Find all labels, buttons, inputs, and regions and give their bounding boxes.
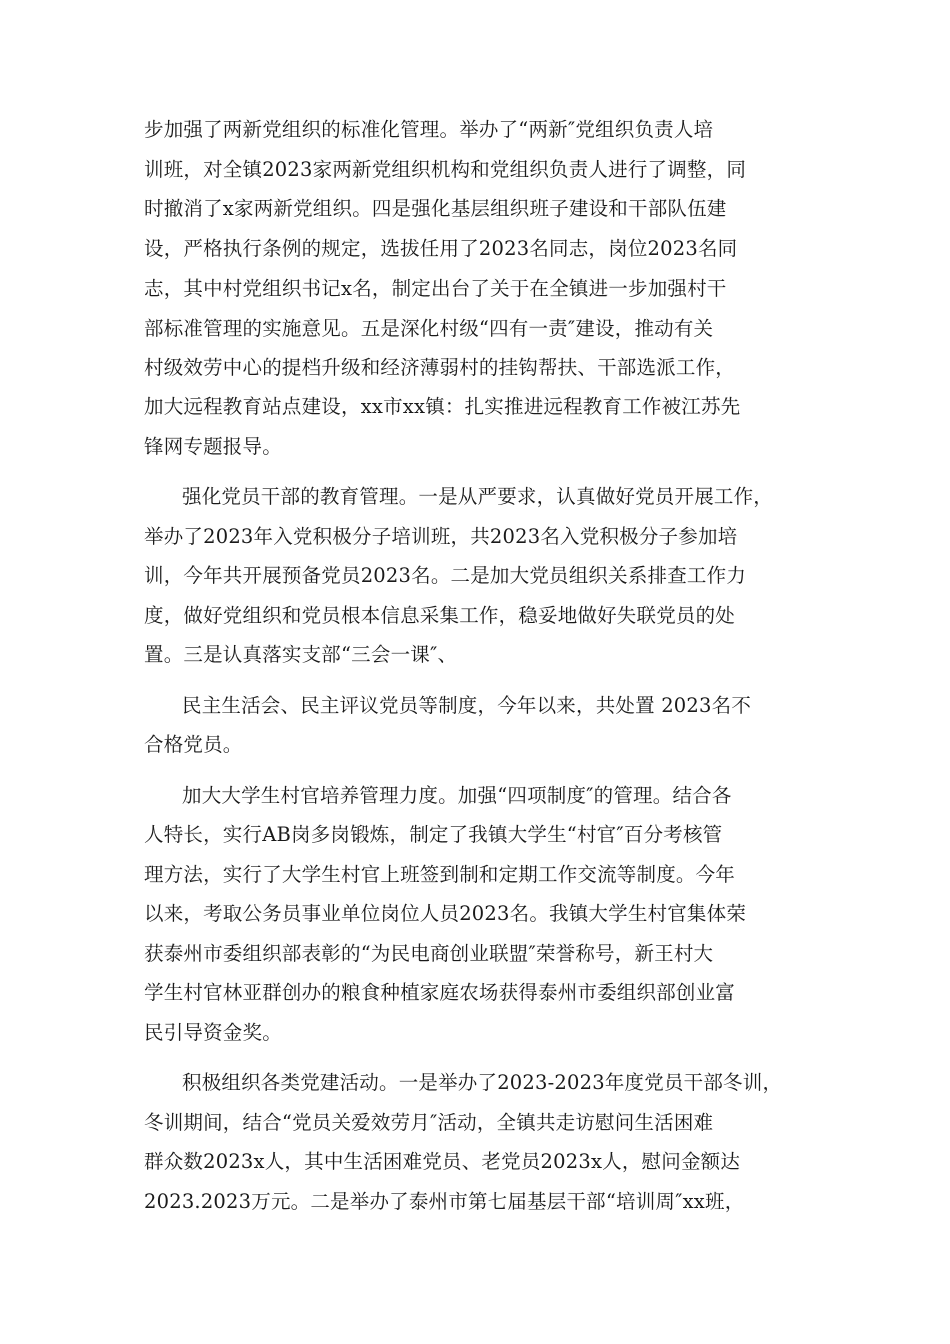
text-line: 2023.2023万元。二是举办了泰州市第七届基层干部“培训周″xx班，: [144, 1190, 745, 1213]
text-line: 训，今年共开展预备党员2023名。二是加大党员组织关系排查工作力: [144, 564, 747, 587]
text-line: 合格党员。: [144, 733, 243, 756]
text-line: 训班，对全镇2023家两新党组织机构和党组织负责人进行了调整，同: [144, 158, 747, 181]
text-line: 步加强了两新党组织的标准化管理。举办了“两新″党组织负责人培: [144, 118, 714, 141]
text-line: 村级效劳中心的提档升级和经济薄弱村的挂钩帮扶、干部选派工作，: [144, 356, 736, 379]
text-line: 设，严格执行条例的规定，选拔任用了2023名同志，岗位2023名同: [144, 237, 738, 260]
text-line: 理方法，实行了大学生村官上班签到制和定期工作交流等制度。今年: [144, 863, 736, 886]
text-line: 积极组织各类党建活动。一是举办了2023-2023年度党员干部冬训，: [182, 1071, 783, 1094]
text-line: 人特长，实行AB岗多岗锻炼，制定了我镇大学生“村官″百分考核管: [144, 823, 723, 846]
text-line: 加大远程教育站点建设，xx市xx镇：扎实推进远程教育工作被江苏先: [144, 395, 741, 418]
text-line: 强化党员干部的教育管理。一是从严要求，认真做好党员开展工作，: [182, 485, 774, 508]
text-line: 民主生活会、民主评议党员等制度，今年以来，共处置 2023名不: [182, 694, 752, 717]
text-line: 志，其中村党组织书记x名，制定出台了关于在全镇进一步加强村干: [144, 277, 727, 300]
text-line: 获泰州市委组织部表彰的“为民电商创业联盟″荣誉称号，新王村大: [144, 942, 714, 965]
text-line: 民引导资金奖。: [144, 1021, 282, 1044]
text-line: 置。三是认真落实支部“三会一课″、: [144, 643, 458, 666]
text-line: 加大大学生村官培养管理力度。加强“四项制度″的管理。结合各: [182, 784, 732, 807]
text-line: 部标准管理的实施意见。五是深化村级“四有一责″建设，推动有关: [144, 317, 714, 340]
text-line: 锋网专题报导。: [144, 435, 282, 458]
text-line: 举办了2023年入党积极分子培训班，共2023名入党积极分子参加培: [144, 525, 738, 548]
text-line: 度，做好党组织和党员根本信息采集工作，稳妥地做好失联党员的处: [144, 604, 736, 627]
text-line: 时撤消了x家两新党组织。四是强化基层组织班子建设和干部队伍建: [144, 197, 727, 220]
text-line: 冬训期间，结合“党员关爱效劳月″活动，全镇共走访慰问生活困难: [144, 1111, 714, 1134]
text-line: 学生村官林亚群创办的粮食种植家庭农场获得泰州市委组织部创业富: [144, 981, 736, 1004]
text-line: 以来，考取公务员事业单位岗位人员2023名。我镇大学生村官集体荣: [144, 902, 747, 925]
text-line: 群众数2023x人，其中生活困难党员、老党员2023x人，慰问金额达: [144, 1150, 741, 1173]
